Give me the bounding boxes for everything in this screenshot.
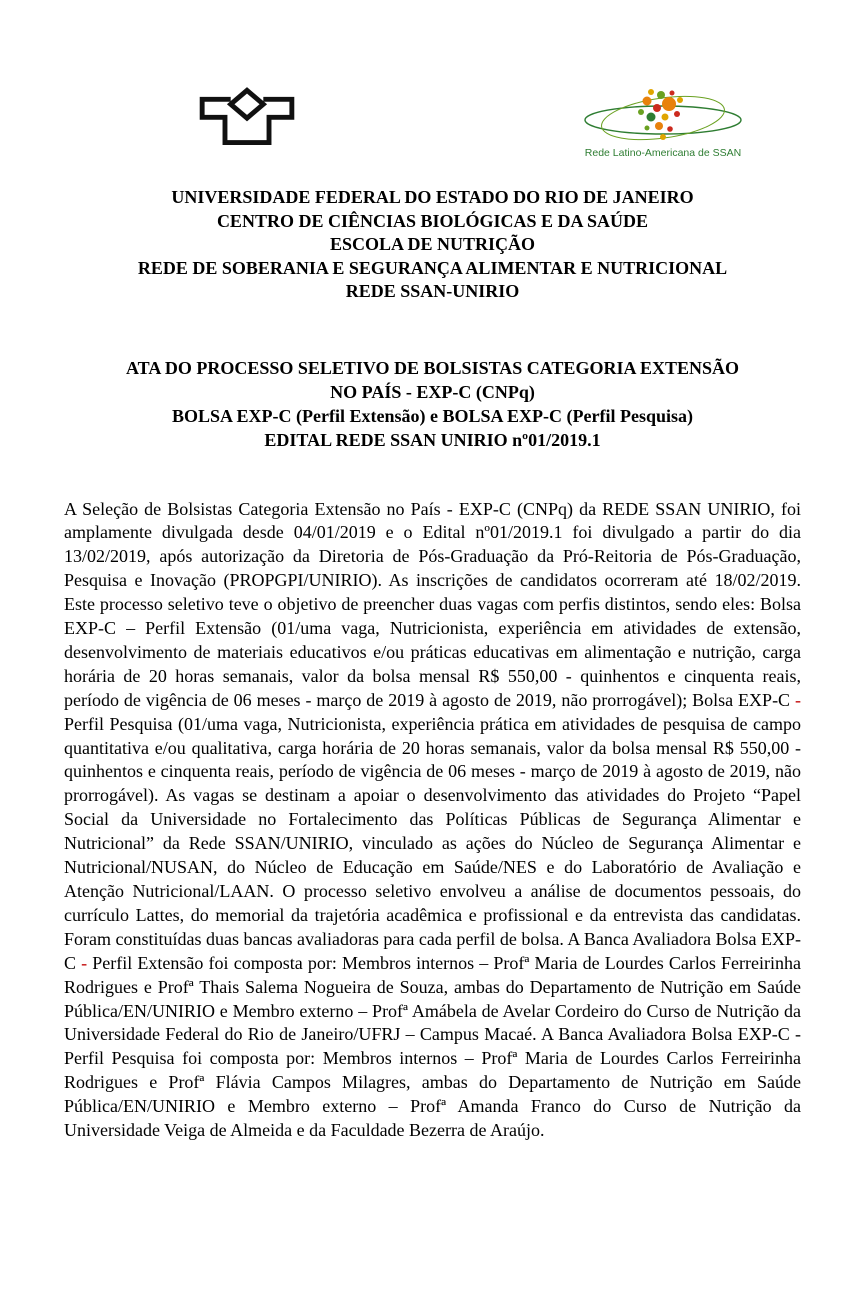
title-line-4: EDITAL REDE SSAN UNIRIO nº01/2019.1	[264, 429, 601, 450]
header-line-2: CENTRO DE CIÊNCIAS BIOLÓGICAS E DA SAÚDE	[216, 210, 649, 231]
unirio-logo-icon	[194, 84, 300, 167]
body-text-segment: Perfil Pesquisa (01/uma vaga, Nutricionista, experiência prática em atividades de pesquisa de campo quantitativa e/ou qualitativa, carga horária de 20 horas semanais, valor da bolsa mensal R$ 550,00 - quinhentos e cinquenta reais, período de vigência de 06 meses - março de 2019 à agosto de 2019, não prorrogável). As vagas se destinam a apoiar o desenvolvimento das atividades do Projeto “Papel Social da Universidade no Fortalecimento das Políticas Públicas de Segurança Alimentar e Nutricional” da Rede SSAN/UNIRIO, vinculado as ações do Núcleo de Segurança Alimentar e Nutricional/NUSAN, do Núcleo de Educação em Saúde/NES e do Laboratório de Avaliação e Atenção Nutricional/LAAN. O processo seletivo envolveu a análise de documentos pessoais, do currículo Lattes, do memorial da trajetória acadêmica e profissional e da entrevista das candidatas. Foram constituídas duas bancas avaliadoras para cada perfil de bolsa. A Banca Avaliadora Bolsa EXP-C	[64, 713, 801, 973]
ssan-network-logo	[577, 84, 749, 159]
body-paragraph	[64, 498, 801, 1143]
body-text-segment: Perfil Extensão foi composta por: Membros internos – Profª Maria de Lourdes Carlos Ferreirinha Rodrigues e Profª Thais Salema Nogueira de Souza, ambas do Departamento de Nutrição em Saúde Pública/EN/UNIRIO e Membro externo – Profª Amábela de Avelar Cordeiro do Curso de Nutrição da Universidade Federal do Rio de Janeiro/UFRJ – Campus Macaé. A Banca Avaliadora Bolsa EXP-C - Perfil Pesquisa foi composta por: Membros internos – Profª Maria de Lourdes Carlos Ferreirinha Rodrigues e Profª Flávia Campos Milagres, ambas do Departamento de Nutrição em Saúde Pública/EN/UNIRIO e Membro externo – Profª Amanda Franco do Curso de Nutrição da Universidade Veiga de Almeida e da Faculdade Bezerra de Araújo.	[64, 952, 801, 1141]
ssan-logo-caption: Rede Latino-Americana de SSAN	[584, 147, 742, 159]
header-line-4: REDE DE SOBERANIA E SEGURANÇA ALIMENTAR E NUTRICIONAL	[137, 257, 728, 278]
red-hyphen: -	[795, 689, 801, 710]
institution-header	[64, 186, 801, 304]
red-hyphen: -	[81, 952, 88, 973]
unirio-crest-icon	[194, 84, 300, 162]
header-line-3: ESCOLA DE NUTRIÇÃO	[329, 234, 536, 254]
document-title	[64, 356, 801, 452]
ssan-dot-cluster-icon	[577, 84, 749, 146]
header-line-1: UNIVERSIDADE FEDERAL DO ESTADO DO RIO DE JANEIRO	[171, 187, 694, 207]
title-line-3: BOLSA EXP-C (Perfil Extensão) e BOLSA EXP-C (Perfil Pesquisa)	[172, 405, 693, 426]
title-line-1: ATA DO PROCESSO SELETIVO DE BOLSISTAS CATEGORIA EXTENSÃO	[126, 357, 739, 378]
body-text-segment: A Seleção de Bolsistas Categoria Extensão no País - EXP-C (CNPq) da REDE SSAN UNIRIO, foi amplamente divulgada desde 04/01/2019 e o Edital nº01/2019.1 foi divulgado a partir do dia 13/02/2019, após autorização da Diretoria de Pós-Graduação da Pró-Reitoria de Pós-Graduação, Pesquisa e Inovação (PROPGPI/UNIRIO). As inscrições de candidatos ocorreram até 18/02/2019. Este processo seletivo teve o objetivo de preencher duas vagas com perfis distintos, sendo eles: Bolsa EXP-C – Perfil Extensão (01/uma vaga, Nutricionista, experiência em atividades de extensão, desenvolvimento de materiais educativos e/ou práticas educativas em alimentação e nutrição, carga horária de 20 horas semanais, valor da bolsa mensal R$ 550,00 - quinhentos e cinquenta reais, período de vigência de 06 meses - março de 2019 à agosto de 2019, não prorrogável); Bolsa EXP-C	[64, 498, 801, 710]
title-line-2: NO PAÍS - EXP-C (CNPq)	[330, 381, 535, 402]
header-line-5: REDE SSAN-UNIRIO	[345, 281, 520, 301]
logo-row	[64, 84, 801, 184]
